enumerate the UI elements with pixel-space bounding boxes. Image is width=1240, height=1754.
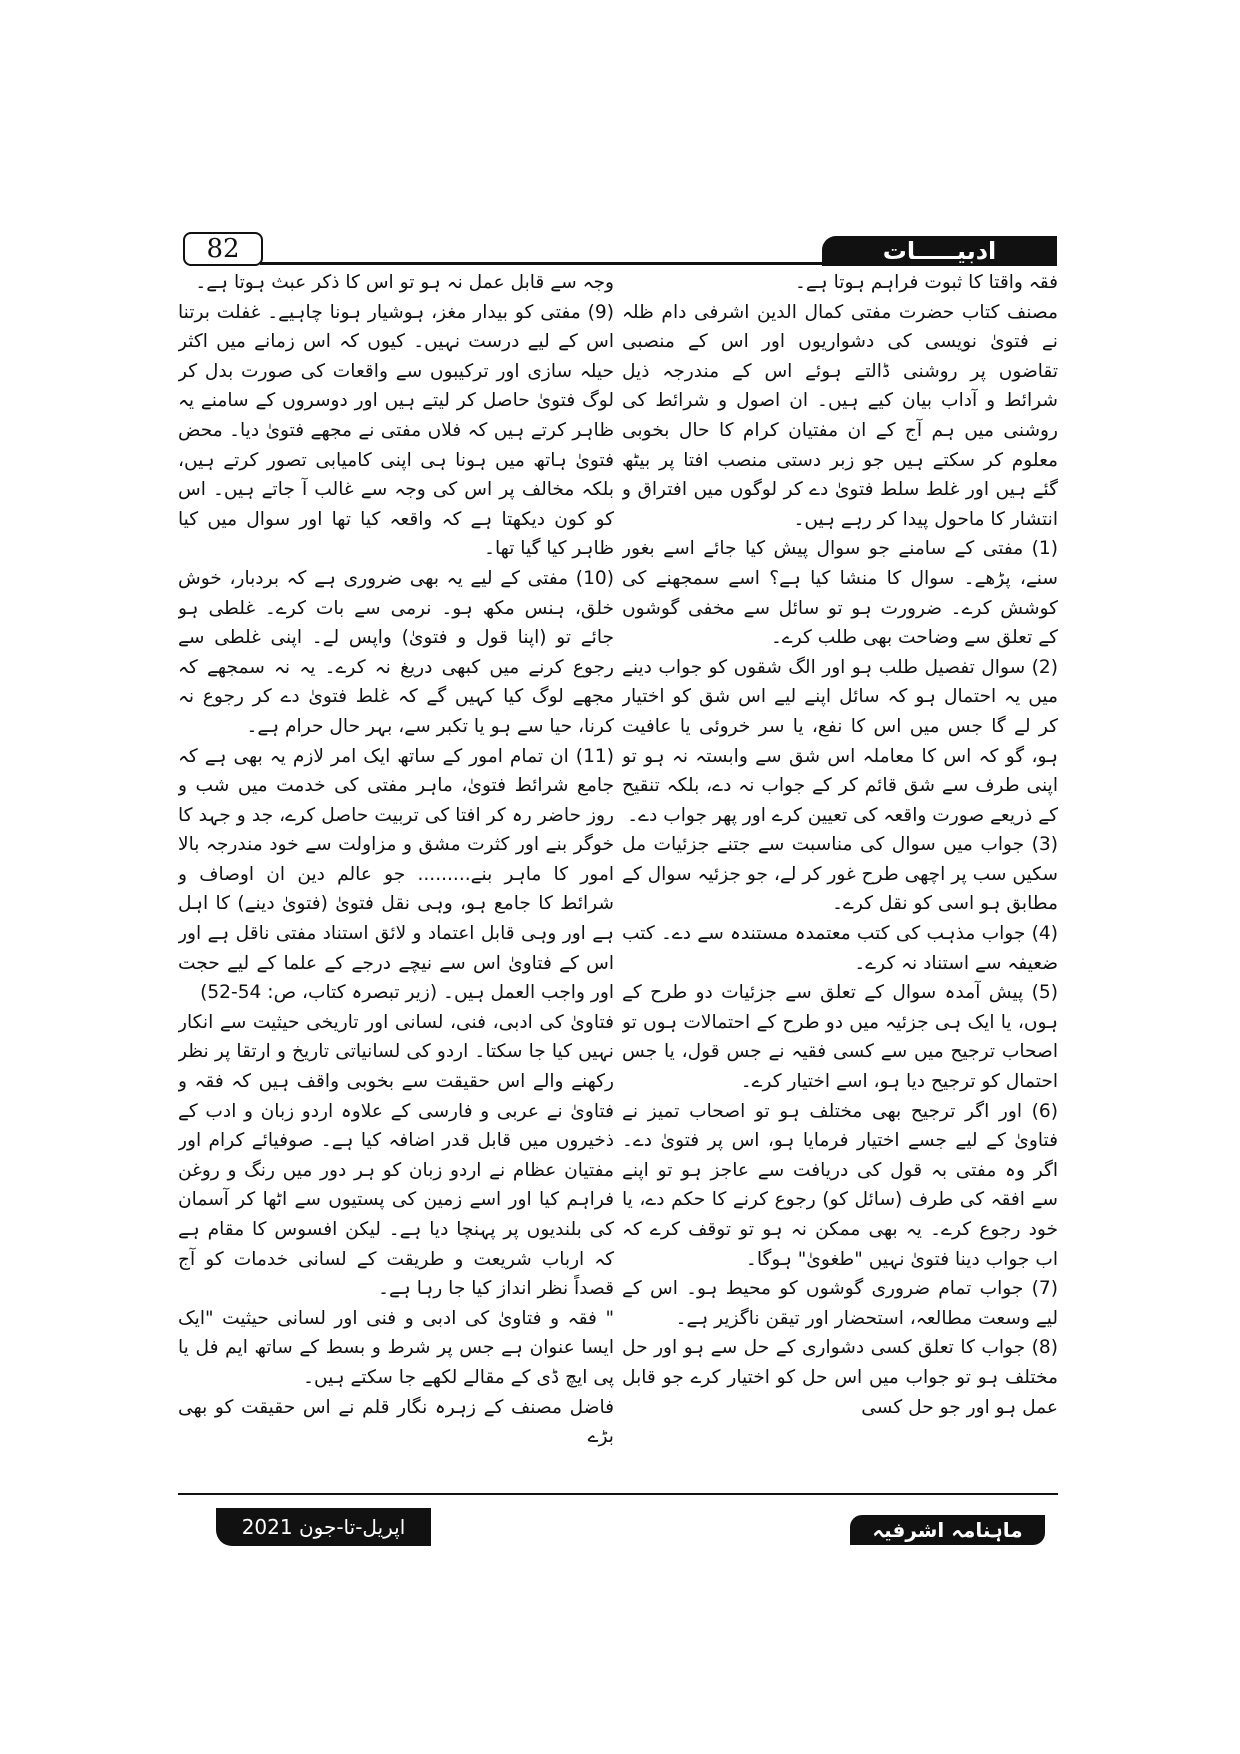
paragraph: فتاویٰ کی ادبی، فنی، لسانی اور تاریخی حیثیت سے انکار نہیں کیا جا سکتا۔ اردو کی لسانیاتی تاریخ و ارتقا پر نظر رکھنے والے اس حقیقت سے بخوبی واقف ہیں کہ فقہ و فتاویٰ نے عربی و فارسی کے علاوہ اردو زبان و ادب کے ذخیروں میں قابل قدر اضافہ کیا ہے۔ صوفیائے کرام اور مفتیان عظام نے اردو زبان کو ہر دور میں رنگ و روغن فراہم کیا اور اسے زمین کی پستیوں سے اٹھا کر آسمان کی بلندیوں پر پہنچا دیا ہے۔ لیکن افسوس کا مقام ہے کہ ارباب شریعت و طریقت کے لسانی خدمات کو آج قصداً نظر انداز کیا جا رہا ہے۔: [178, 1011, 614, 1300]
issue-date: اپریل-تا-جون 2021: [216, 1508, 431, 1546]
paragraph: (8) جواب کا تعلق کسی دشواری کے حل سے ہو اور حل مختلف ہو تو جواب میں اس حل کو اختیار کرے جو قابل عمل ہو اور جو حل کسی: [622, 1337, 1058, 1418]
paragraph: (10) مفتی کے لیے یہ بھی ضروری ہے کہ بردبار، خوش خلق، ہنس مکھ ہو۔ نرمی سے بات کرے۔ غلطی ہو جائے تو (اپنا قول و فتویٰ) واپس لے۔ اپنی غلطی سے رجوع کرنے میں کبھی دریغ نہ کرے۔ یہ نہ سمجھے کہ مجھے لوگ کیا کہیں گے کہ غلط فتویٰ دے کر رجوع نہ کرنا، حیا سے ہو یا تکبر سے، بہر حال حرام ہے۔: [178, 567, 614, 737]
paragraph: (9) مفتی کو بیدار مغز، ہوشیار ہونا چاہیے۔ غفلت برتنا اس کے لیے درست نہیں۔ کیوں کہ اس زمانے میں اکثر حیلہ سازی اور ترکیبوں سے واقعات کی صورت بدل کر لوگ فتویٰ حاصل کر لیتے ہیں اور دوسروں کے سامنے یہ ظاہر کرتے ہیں کہ فلاں مفتی نے مجھے فتویٰ دیا۔ محض فتویٰ ہاتھ میں ہونا ہی اپنی کامیابی تصور کرتے ہیں، بلکہ مخالف پر اس کی وجہ سے غالب آ جاتے ہیں۔ اس کو کون دیکھتا ہے کہ واقعہ کیا تھا اور سوال میں کیا ظاہر کیا گیا تھا۔: [178, 301, 614, 560]
paragraph: " فقہ و فتاویٰ کی ادبی و فنی اور لسانی حیثیت "ایک ایسا عنوان ہے جس پر شرط و بسط کے ساتھ ایم فل یا پی ایچ ڈی کے مقالے لکھے جا سکتے ہیں۔: [178, 1307, 614, 1388]
footer-rule: [178, 1493, 1058, 1495]
text-column-left: [178, 268, 614, 1470]
paragraph: (1) مفتی کے سامنے جو سوال پیش کیا جائے اسے بغور سنے، پڑھے۔ سوال کا منشا کیا ہے؟ اسے سمجھنے کی کوشش کرے۔ ضرورت ہو تو سائل سے مخفی گوشوں کے تعلق سے وضاحت بھی طلب کرے۔: [622, 538, 1058, 649]
paragraph: (7) جواب تمام ضروری گوشوں کو محیط ہو۔ اس کے لیے وسعت مطالعہ، استحضار اور تیقن ناگزیر ہے۔: [622, 1278, 1058, 1329]
magazine-name: ماہنامہ اشرفیہ: [850, 1515, 1045, 1545]
paragraph: (11) ان تمام امور کے ساتھ ایک امر لازم یہ بھی ہے کہ جامع شرائط فتویٰ، ماہر مفتی کی خدمت میں شب و روز حاضر رہ کر افتا کی تربیت حاصل کرے، جد و جہد کا خوگر بنے اور کثرت مشق و مزاولت سے خود مندرجہ بالا امور کا ماہر بنے......... جو عالم دین ان اوصاف و شرائط کا جامع ہو، وہی نقل فتویٰ (فتویٰ دینے) کا اہل ہے اور وہی قابل اعتماد و لائق استناد مفتی ناقل ہے اور اس کے فتاویٰ اس سے نیچے درجے کے علما کے لیے حجت اور واجب العمل ہیں۔ (زیر تبصرہ کتاب، ص: 54-52): [178, 745, 614, 1004]
paragraph: (5) پیش آمدہ سوال کے تعلق سے جزئیات دو طرح کے ہوں، یا ایک ہی جزئیہ میں دو طرح کے احتمالات ہوں تو اصحاب ترجیح میں سے کسی فقیہ نے جس قول، یا جس احتمال کو ترجیح دیا ہو، اسے اختیار کرے۔: [622, 982, 1058, 1093]
section-title: ادبیـــــات: [822, 236, 1057, 266]
paragraph: (3) جواب میں سوال کی مناسبت سے جتنے جزئیات مل سکیں سب پر اچھی طرح غور کر لے، جو جزئیہ سوال کے مطابق ہو اسی کو نقل کرے۔: [622, 834, 1058, 915]
paragraph: (2) سوال تفصیل طلب ہو اور الگ شقوں کو جواب دینے میں یہ احتمال ہو کہ سائل اپنے لیے اس شق کو اختیار کر لے گا جس میں اس کا نفع، یا سر خروئی یا عافیت ہو، گو کہ اس کا معاملہ اس شق سے وابستہ نہ ہو تو اپنی طرف سے شق قائم کر کے جواب نہ دے، بلکہ تنقیح کے ذریعے صورت واقعہ کی تعیین کرے اور پھر جواب دے۔: [622, 656, 1058, 826]
text-column-right: [622, 268, 1058, 1470]
page-number: 82: [183, 232, 263, 266]
paragraph: مصنف کتاب حضرت مفتی کمال الدین اشرفی دام ظلہ نے فتویٰ نویسی کی دشواریوں اور اس کے منصبی تقاضوں پر روشنی ڈالتے ہوئے اس کے مندرجہ ذیل شرائط و آداب بیان کیے ہیں۔ ان اصول و شرائط کی روشنی میں ہم آج کے ان مفتیان کرام کا حال بخوبی معلوم کر سکتے ہیں جو زبر دستی منصب افتا پر بیٹھ گئے ہیں اور غلط سلط فتویٰ دے کر لوگوں میں افتراق و انتشار کا ماحول پیدا کر رہے ہیں۔: [622, 301, 1058, 530]
paragraph: وجہ سے قابل عمل نہ ہو تو اس کا ذکر عبث ہوتا ہے۔: [195, 272, 614, 293]
paragraph: (4) جواب مذہب کی کتب معتمدہ مستندہ سے دے۔ کتب ضعیفہ سے استناد نہ کرے۔: [622, 923, 1058, 974]
paragraph: (6) اور اگر ترجیح بھی مختلف ہو تو اصحاب تمیز نے فتاویٰ کے لیے جسے اختیار فرمایا ہو، اس پر فتویٰ دے۔ اگر وہ مفتی بہ قول کی دریافت سے عاجز ہو تو اپنے سے افقہ کی طرف (سائل کو) رجوع کرنے کا حکم دے، یا خود رجوع کرے۔ یہ بھی ممکن نہ ہو تو توقف کرے کہ اب جواب دینا فتویٰ نہیں "طغویٰ" ہوگا۔: [622, 1100, 1058, 1270]
paragraph: فقہ واقتا کا ثبوت فراہم ہوتا ہے۔: [795, 272, 1058, 293]
paragraph: فاضل مصنف کے زہرہ نگار قلم نے اس حقیقت کو بھی بڑے: [178, 1396, 614, 1448]
